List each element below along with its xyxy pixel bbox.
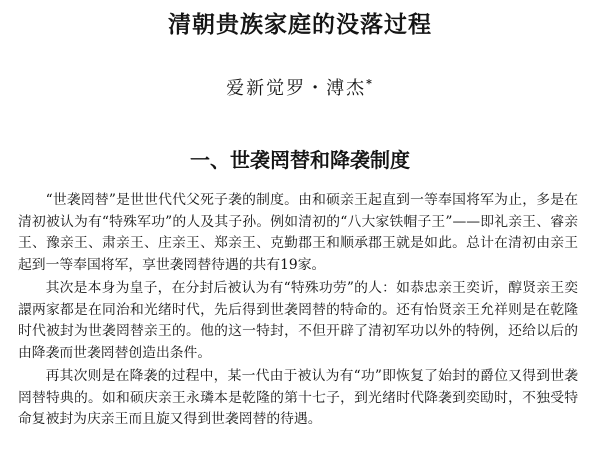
paragraph-1: “世袭罔替”是世世代代父死子袭的制度。由和硕亲王起直到一等奉国将军为止，多是在清初被认为有“特殊军功”的人及其子孙。例如清初的“八大家铁帽子王”——即礼亲王、睿亲王、豫亲王、肃亲王、庄亲王、郑亲王、克勤郡王和顺承郡王就是如此。总计在清初由亲王起到一等奉国将军，享世袭罔替待遇的共有19家。	[18, 192, 578, 273]
section-heading: 一、世袭罔替和降袭制度	[190, 148, 410, 172]
article-title: 清朝贵族家庭的没落过程	[168, 12, 432, 38]
article-body	[18, 190, 578, 431]
author-name: 爱新觉罗・溥杰	[226, 78, 367, 99]
author-line	[0, 74, 600, 100]
paragraph-3: 再其次则是在降袭的过程中，某一代由于被认为有“功”即恢复了始封的爵位又得到世袭罔替特典的。如和硕庆亲王永璘本是乾隆的第十七子，到光绪时代降袭到奕劻时，不独受特命复被封为庆亲王而且旋又得到世袭罔替的待遇。	[18, 368, 578, 427]
paragraph-2: 其次是本身为皇子，在分封后被认为有“特殊功劳”的人：如恭忠亲王奕䜣，醇贤亲王奕譞两家都是在同治和光绪时代，先后得到世袭罔替的特命的。还有怡贤亲王允祥则是在乾隆时代被封为世袭罔替亲王的。他的这一特封，不但开辟了清初军功以外的特例，还给以后的由降袭而世袭罔替创造出条件。	[18, 280, 578, 361]
author-footnote-marker: *	[366, 77, 374, 90]
